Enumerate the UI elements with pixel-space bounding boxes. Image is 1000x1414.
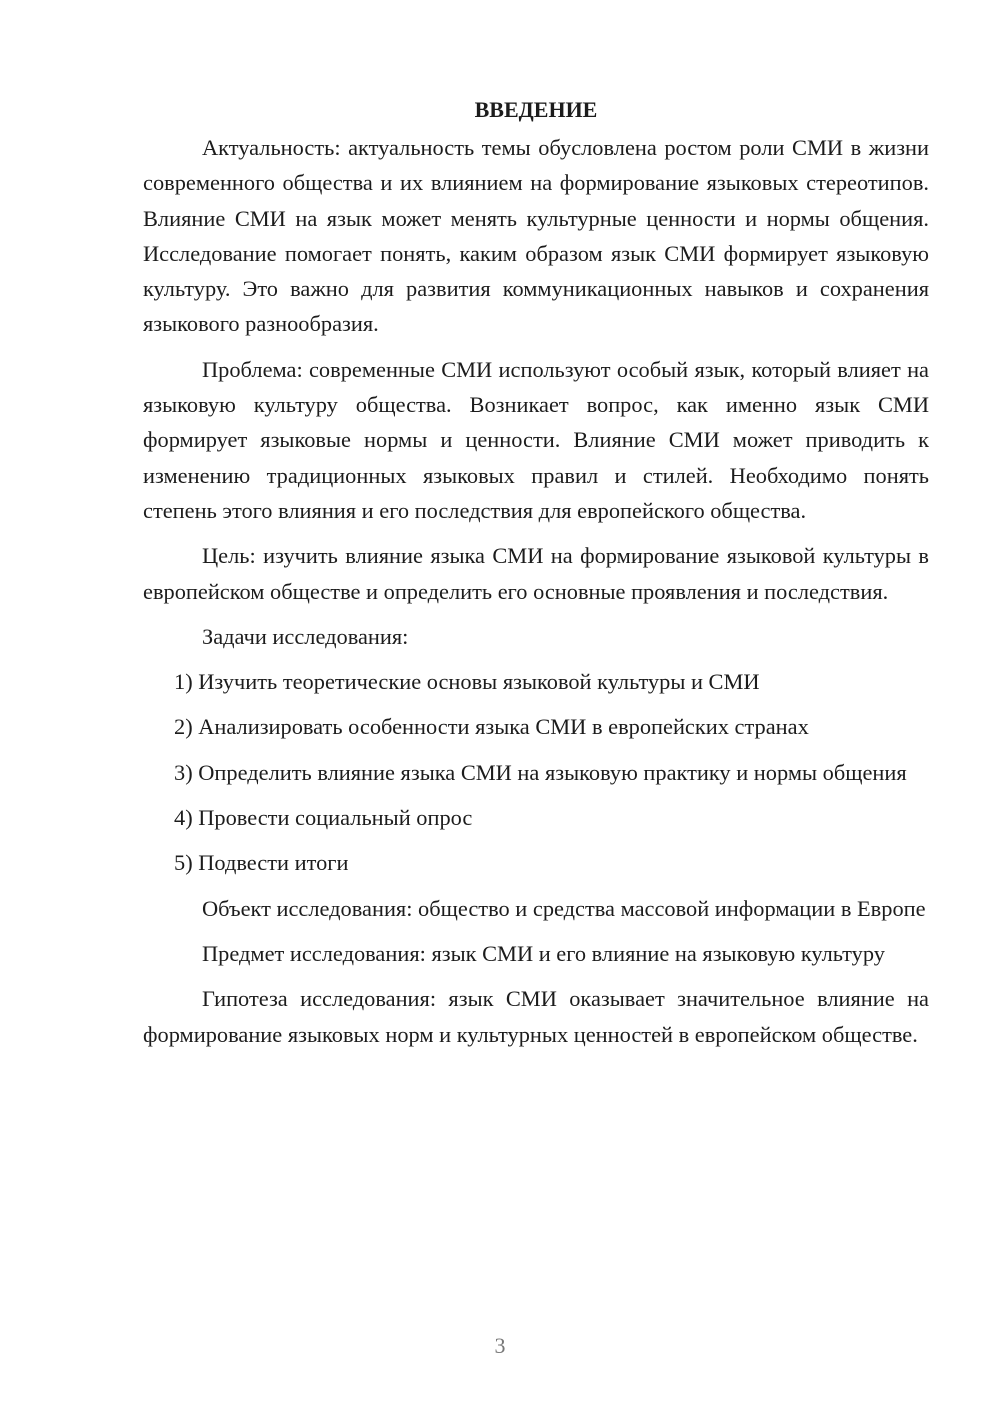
hypothesis-paragraph: Гипотеза исследования: язык СМИ оказывает значительное влияние на формирование языковых норм и культурных ценностей в европейском обществе. — [143, 986, 929, 1047]
task-item: 2) Анализировать особенности языка СМИ в европейских странах — [174, 714, 809, 740]
tasks-title: Задачи исследования: — [202, 623, 409, 649]
goal-paragraph: Цель: изучить влияние языка СМИ на формирование языковой культуры в европейском обществе и определить его основные проявления и последствия. — [143, 543, 929, 604]
relevance-paragraph: Актуальность: актуальность темы обусловлена ростом роли СМИ в жизни современного общества и их влиянием на формирование языковых стереотипов. Влияние СМИ на язык может менять культурные ценности и нормы общения. Исследование помогает понять, каким образом язык СМИ формирует языковую культуру. Это важно для развития коммуникационных навыков и сохранения языкового разнообразия. — [143, 135, 929, 337]
task-item: 5) Подвести итоги — [174, 850, 349, 876]
task-item: 1) Изучить теоретические основы языковой культуры и СМИ — [174, 669, 760, 695]
section-heading: ВВЕДЕНИЕ — [474, 97, 598, 122]
research-object-paragraph: Объект исследования: общество и средства массовой информации в Европе — [202, 895, 926, 921]
task-item: 4) Провести социальный опрос — [174, 805, 473, 831]
page-content — [143, 92, 929, 1062]
task-item: 3) Определить влияние языка СМИ на языковую практику и нормы общения — [174, 759, 907, 785]
research-subject-paragraph: Предмет исследования: язык СМИ и его влияние на языковую культуру — [202, 940, 885, 966]
page-number: 3 — [494, 1333, 506, 1358]
problem-paragraph: Проблема: современные СМИ используют особый язык, который влияет на языковую культуру общества. Возникает вопрос, как именно язык СМИ формирует языковые нормы и ценности. Влияние СМИ может приводить к изменению традиционных языковых правил и стилей. Необходимо понять степень этого влияния и его последствия для европейского общества. — [143, 356, 929, 523]
